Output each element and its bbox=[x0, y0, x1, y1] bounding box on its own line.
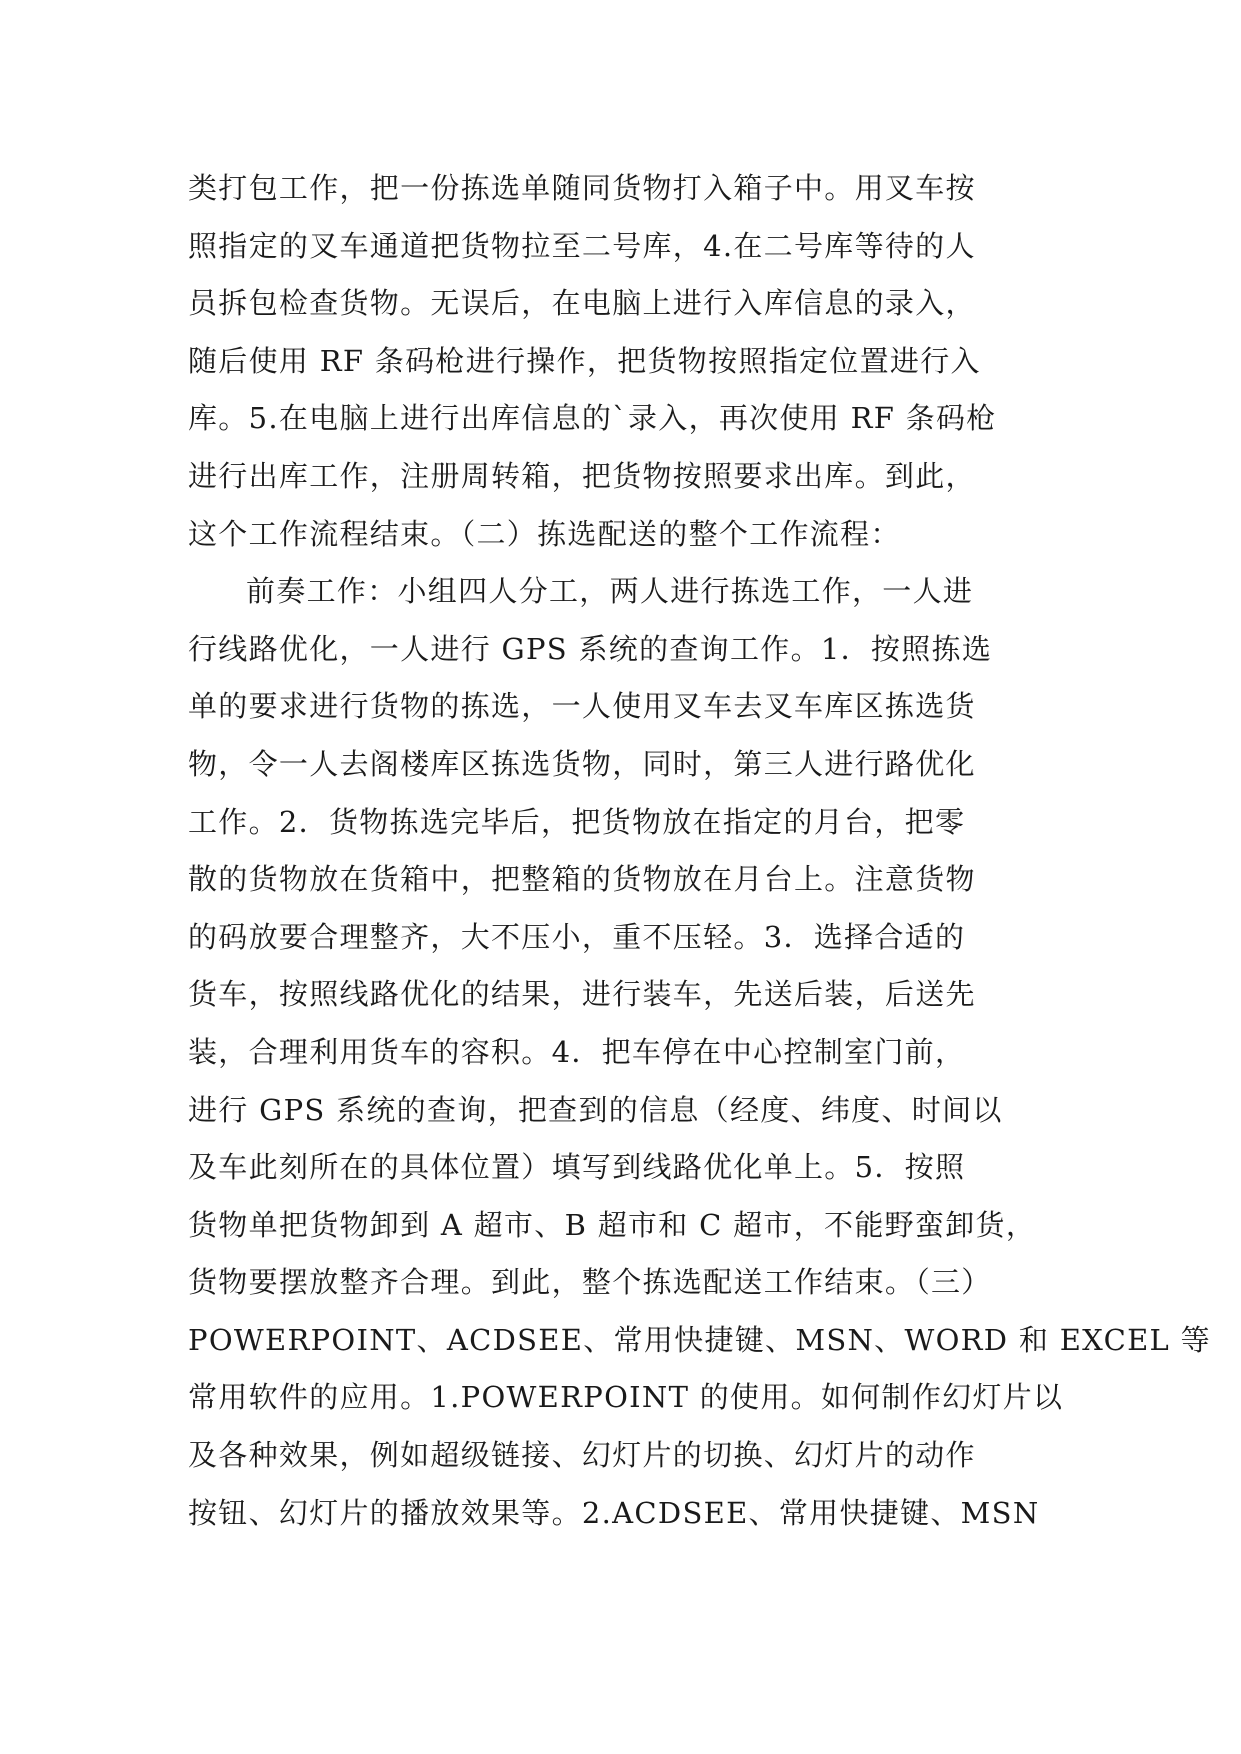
text-line: 进行 GPS 系统的查询，把查到的信息（经度、纬度、时间以 bbox=[188, 1092, 1003, 1127]
text-line: 物，令一人去阁楼库区拣选货物，同时，第三人进行路优化 bbox=[188, 746, 976, 781]
text-line: 这个工作流程结束。（二）拣选配送的整个工作流程： bbox=[188, 516, 901, 551]
text-line: 进行出库工作，注册周转箱，把货物按照要求出库。到此， bbox=[188, 458, 976, 493]
text-line: 单的要求进行货物的拣选，一人使用叉车去叉车库区拣选货 bbox=[188, 689, 976, 724]
text-line: 货物单把货物卸到 A 超市、B 超市和 C 超市，不能野蛮卸货， bbox=[188, 1207, 1037, 1242]
text-line: POWERPOINT、ACDSEE、常用快捷键、MSN、WORD 和 EXCEL 等 bbox=[188, 1322, 1211, 1357]
text-line: 常用软件的应用。1.POWERPOINT 的使用。如何制作幻灯片以 bbox=[188, 1380, 1064, 1415]
body-text bbox=[188, 160, 1211, 1542]
text-line: 行线路优化，一人进行 GPS 系统的查询工作。1．按照拣选 bbox=[188, 631, 993, 666]
text-line: 照指定的叉车通道把货物拉至二号库，4.在二号库等待的人 bbox=[188, 228, 976, 263]
text-line: 库。5.在电脑上进行出库信息的`录入，再次使用 RF 条码枪 bbox=[188, 401, 997, 436]
paragraph-first-line: 前奏工作：小组四人分工，两人进行拣选工作，一人进 bbox=[246, 574, 974, 609]
text-line: 类打包工作，把一份拣选单随同货物打入箱子中。用叉车按 bbox=[188, 171, 976, 205]
text-line: 的码放要合理整齐，大不压小，重不压轻。3．选择合适的 bbox=[188, 919, 966, 954]
text-line: 随后使用 RF 条码枪进行操作，把货物按照指定位置进行入 bbox=[188, 343, 981, 378]
text-line: 工作。2．货物拣选完毕后，把货物放在指定的月台，把零 bbox=[188, 804, 966, 839]
text-line: 货车，按照线路优化的结果，进行装车，先送后装，后送先 bbox=[188, 977, 976, 1012]
text-line: 货物要摆放整齐合理。到此，整个拣选配送工作结束。（三） bbox=[188, 1265, 992, 1300]
text-line: 员拆包检查货物。无误后，在电脑上进行入库信息的录入， bbox=[188, 286, 976, 321]
text-line: 及各种效果，例如超级链接、幻灯片的切换、幻灯片的动作 bbox=[188, 1438, 976, 1473]
text-line: 及车此刻所在的具体位置）填写到线路优化单上。5．按照 bbox=[188, 1150, 966, 1185]
text-line: 散的货物放在货箱中，把整箱的货物放在月台上。注意货物 bbox=[188, 862, 976, 897]
text-line: 装，合理利用货车的容积。4．把车停在中心控制室门前， bbox=[188, 1034, 966, 1069]
text-line: 按钮、幻灯片的播放效果等。2.ACDSEE、常用快捷键、MSN bbox=[188, 1495, 1040, 1530]
